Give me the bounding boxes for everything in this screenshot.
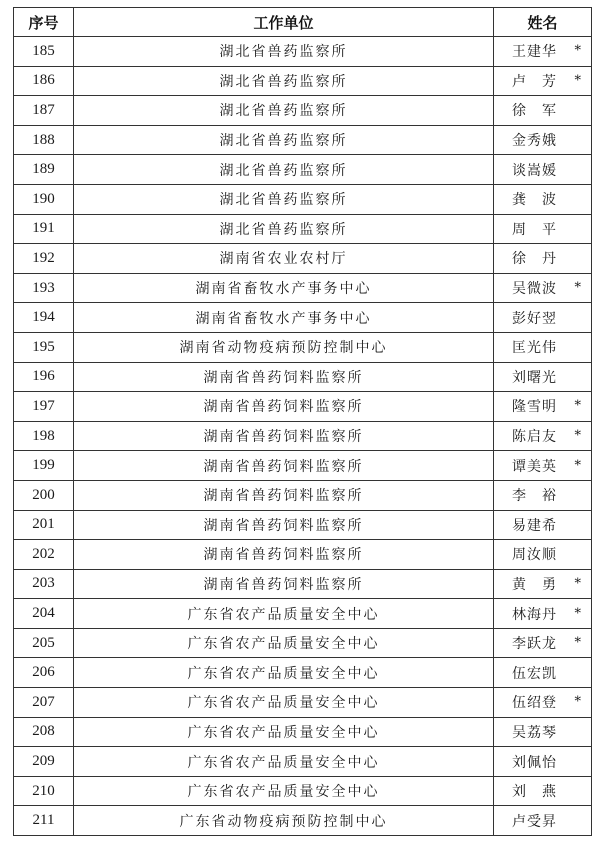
row-person-name: 周汝顺 (512, 547, 557, 564)
row-person-name: 李 裕 (512, 488, 557, 505)
row-person-name: 黄 勇 (512, 576, 557, 593)
row-name-cell (494, 214, 592, 244)
row-star-mark: * (574, 576, 581, 592)
header-index: 序号 (14, 8, 74, 37)
row-person-name: 谭美英 (512, 458, 557, 475)
table-header-row (14, 8, 592, 37)
row-work-unit: 广东省农产品质量安全中心 (74, 599, 494, 629)
table-row (14, 480, 592, 510)
row-name-cell (494, 658, 592, 688)
row-star-mark: * (574, 398, 581, 414)
row-work-unit: 广东省农产品质量安全中心 (74, 628, 494, 658)
row-star-mark: * (574, 428, 581, 444)
row-index: 194 (14, 303, 74, 333)
row-index: 188 (14, 125, 74, 155)
row-index: 190 (14, 184, 74, 214)
row-name-cell (494, 599, 592, 629)
row-work-unit: 湖北省兽药监察所 (74, 155, 494, 185)
table-row (14, 125, 592, 155)
row-work-unit: 广东省动物疫病预防控制中心 (74, 806, 494, 836)
table-row (14, 747, 592, 777)
row-star-mark: * (574, 73, 581, 89)
row-index: 189 (14, 155, 74, 185)
row-person-name: 徐 军 (512, 103, 557, 120)
table-row (14, 717, 592, 747)
table-row (14, 184, 592, 214)
row-work-unit: 湖北省兽药监察所 (74, 37, 494, 67)
row-name-cell (494, 717, 592, 747)
row-star-mark: * (574, 458, 581, 474)
row-index: 191 (14, 214, 74, 244)
row-name-cell (494, 569, 592, 599)
row-person-name: 金秀娥 (512, 133, 557, 150)
row-name-cell (494, 421, 592, 451)
table-row (14, 155, 592, 185)
table-row (14, 569, 592, 599)
row-work-unit: 广东省农产品质量安全中心 (74, 717, 494, 747)
row-index: 196 (14, 362, 74, 392)
row-work-unit: 湖南省畜牧水产事务中心 (74, 273, 494, 303)
row-person-name: 林海丹 (512, 606, 557, 623)
table-row (14, 392, 592, 422)
table-row (14, 658, 592, 688)
row-index: 211 (14, 806, 74, 836)
row-work-unit: 湖南省兽药饲料监察所 (74, 569, 494, 599)
table-row (14, 66, 592, 96)
row-index: 201 (14, 510, 74, 540)
row-person-name: 刘佩怡 (512, 754, 557, 771)
row-name-cell (494, 37, 592, 67)
row-work-unit: 湖北省兽药监察所 (74, 214, 494, 244)
row-index: 197 (14, 392, 74, 422)
table-row (14, 540, 592, 570)
row-person-name: 谈嵩媛 (512, 162, 557, 179)
header-work-unit: 工作单位 (74, 8, 494, 37)
row-name-cell (494, 155, 592, 185)
row-index: 204 (14, 599, 74, 629)
row-person-name: 卢受昇 (512, 813, 557, 830)
row-work-unit: 湖南省动物疫病预防控制中心 (74, 332, 494, 362)
personnel-table (13, 7, 592, 836)
row-person-name: 吴微波 (512, 281, 557, 298)
table-row (14, 599, 592, 629)
table-row (14, 214, 592, 244)
row-work-unit: 广东省农产品质量安全中心 (74, 747, 494, 777)
table-row (14, 806, 592, 836)
table-row (14, 37, 592, 67)
row-work-unit: 湖南省畜牧水产事务中心 (74, 303, 494, 333)
row-person-name: 伍绍登 (512, 695, 557, 712)
row-work-unit: 湖南省兽药饲料监察所 (74, 510, 494, 540)
table-row (14, 688, 592, 718)
row-name-cell (494, 510, 592, 540)
row-work-unit: 广东省农产品质量安全中心 (74, 658, 494, 688)
row-index: 187 (14, 96, 74, 126)
row-star-mark: * (574, 694, 581, 710)
row-index: 202 (14, 540, 74, 570)
table-row (14, 273, 592, 303)
row-person-name: 刘曙光 (512, 369, 557, 386)
row-work-unit: 广东省农产品质量安全中心 (74, 688, 494, 718)
row-work-unit: 湖南省农业农村厅 (74, 244, 494, 274)
row-index: 186 (14, 66, 74, 96)
row-name-cell (494, 540, 592, 570)
row-name-cell (494, 332, 592, 362)
row-person-name: 吴荔琴 (512, 724, 557, 741)
row-work-unit: 湖南省兽药饲料监察所 (74, 451, 494, 481)
row-name-cell (494, 480, 592, 510)
row-index: 208 (14, 717, 74, 747)
row-work-unit: 湖北省兽药监察所 (74, 184, 494, 214)
row-person-name: 李跃龙 (512, 636, 557, 653)
row-person-name: 易建希 (512, 517, 557, 534)
row-person-name: 卢 芳 (512, 73, 557, 90)
table-row (14, 421, 592, 451)
table-row (14, 332, 592, 362)
row-index: 185 (14, 37, 74, 67)
row-star-mark: * (574, 280, 581, 296)
row-name-cell (494, 96, 592, 126)
table-row (14, 628, 592, 658)
row-star-mark: * (574, 635, 581, 651)
row-name-cell (494, 628, 592, 658)
row-work-unit: 湖南省兽药饲料监察所 (74, 480, 494, 510)
table-row (14, 303, 592, 333)
row-person-name: 伍宏凯 (512, 665, 557, 682)
personnel-list-document (13, 7, 591, 836)
row-index: 195 (14, 332, 74, 362)
row-index: 199 (14, 451, 74, 481)
row-index: 210 (14, 776, 74, 806)
row-name-cell (494, 806, 592, 836)
table-row (14, 362, 592, 392)
row-name-cell (494, 184, 592, 214)
row-work-unit: 广东省农产品质量安全中心 (74, 776, 494, 806)
row-person-name: 徐 丹 (512, 251, 557, 268)
row-work-unit: 湖南省兽药饲料监察所 (74, 421, 494, 451)
row-index: 193 (14, 273, 74, 303)
row-star-mark: * (574, 606, 581, 622)
row-index: 203 (14, 569, 74, 599)
table-row (14, 776, 592, 806)
row-star-mark: * (574, 43, 581, 59)
row-name-cell (494, 747, 592, 777)
row-work-unit: 湖北省兽药监察所 (74, 96, 494, 126)
row-index: 192 (14, 244, 74, 274)
row-work-unit: 湖南省兽药饲料监察所 (74, 362, 494, 392)
table-row (14, 510, 592, 540)
row-work-unit: 湖南省兽药饲料监察所 (74, 392, 494, 422)
row-person-name: 龚 波 (512, 192, 557, 209)
row-name-cell (494, 66, 592, 96)
table-body (14, 37, 592, 836)
row-index: 205 (14, 628, 74, 658)
row-name-cell (494, 273, 592, 303)
row-name-cell (494, 125, 592, 155)
row-name-cell (494, 688, 592, 718)
table-row (14, 451, 592, 481)
row-name-cell (494, 303, 592, 333)
row-index: 209 (14, 747, 74, 777)
header-name: 姓名 (494, 8, 592, 37)
table-row (14, 96, 592, 126)
row-work-unit: 湖北省兽药监察所 (74, 125, 494, 155)
row-work-unit: 湖北省兽药监察所 (74, 66, 494, 96)
table-row (14, 244, 592, 274)
row-name-cell (494, 776, 592, 806)
row-person-name: 隆雪明 (512, 399, 557, 416)
row-name-cell (494, 451, 592, 481)
row-person-name: 陈启友 (512, 429, 557, 446)
row-work-unit: 湖南省兽药饲料监察所 (74, 540, 494, 570)
row-index: 207 (14, 688, 74, 718)
row-index: 198 (14, 421, 74, 451)
row-person-name: 周 平 (512, 221, 557, 238)
row-person-name: 王建华 (512, 44, 557, 61)
row-name-cell (494, 392, 592, 422)
row-index: 206 (14, 658, 74, 688)
row-name-cell (494, 244, 592, 274)
row-person-name: 匡光伟 (512, 340, 557, 357)
row-person-name: 刘 燕 (512, 784, 557, 801)
row-person-name: 彭好翌 (512, 310, 557, 327)
row-index: 200 (14, 480, 74, 510)
row-name-cell (494, 362, 592, 392)
